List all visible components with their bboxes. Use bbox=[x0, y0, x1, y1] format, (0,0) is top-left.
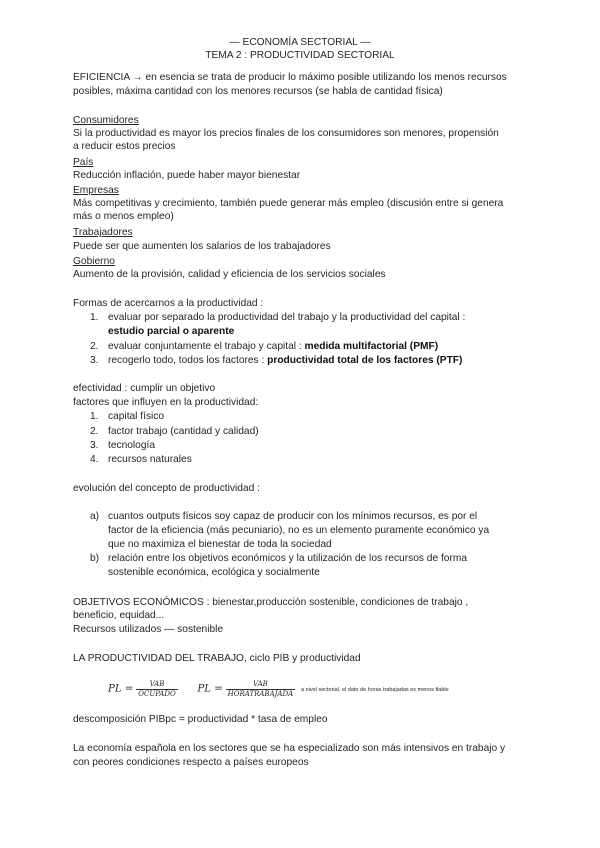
formula-2-denominator: HORATRABAJADA bbox=[227, 690, 294, 698]
formas-num-1: 1. bbox=[90, 312, 99, 323]
factor-item-4: recursos naturales bbox=[108, 454, 192, 465]
empresas-line-1: Más competitivas y crecimiento, también puede generar más empleo (discusión entre si genera bbox=[73, 198, 504, 209]
formas-item-1-text: evaluar por separado la productividad del trabajo y la productividad del capital : bbox=[108, 312, 466, 323]
conclusion-line-1: La economía española en los sectores que se ha especializado son más intensivos en trabajo y bbox=[73, 743, 506, 754]
consumidores-line-1: Si la productividad es mayor los precios finales de los consumidores son menores, propensión bbox=[73, 128, 499, 139]
evolucion-a-line-3: que no maximiza el bienestar de toda la sociedad bbox=[108, 539, 332, 550]
factor-num-2: 2. bbox=[90, 426, 99, 437]
heading-consumidores: Consumidores bbox=[73, 115, 139, 126]
formas-item-3 bbox=[108, 355, 528, 367]
efectividad-line: efectividad : cumplir un objetivo bbox=[73, 383, 216, 394]
consumidores-line-2: a reducir estos precios bbox=[73, 141, 176, 152]
factor-num-1: 1. bbox=[90, 411, 99, 422]
formula-note: a nivel sectorial, el dato de horas trabajadas es menos fiable bbox=[301, 686, 449, 693]
formula-1-denominator: OCUPADO bbox=[138, 690, 176, 698]
heading-empresas: Empresas bbox=[73, 185, 119, 196]
evolucion-intro: evolución del concepto de productividad : bbox=[73, 483, 260, 494]
formula-1-numerator: VAB bbox=[136, 680, 177, 690]
formula-1-fraction bbox=[136, 680, 177, 699]
formas-item-2-text: evaluar conjuntamente el trabajo y capital : bbox=[108, 341, 305, 352]
objetivos-line-2: beneficio, equidad... bbox=[73, 610, 165, 621]
formas-item-3-bold: productividad total de los factores (PTF) bbox=[267, 355, 463, 366]
document-subtitle: TEMA 2 : PRODUCTIVIDAD SECTORIAL bbox=[205, 50, 395, 61]
formas-num-3: 3. bbox=[90, 355, 99, 366]
evolucion-a-line-1: cuantos outputs físicos soy capaz de producir con los mínimos recursos, es por el bbox=[108, 511, 478, 522]
eficiencia-line-1: EFICIENCIA → en esencia se trata de producir lo máximo posible utilizando los menos recursos bbox=[73, 72, 507, 83]
factor-item-2: factor trabajo (cantidad y calidad) bbox=[108, 426, 259, 437]
formula-2-fraction bbox=[226, 680, 296, 699]
conclusion-line-2: con peores condiciones respecto a países europeos bbox=[73, 757, 309, 768]
trabajadores-line-1: Puede ser que aumenten los salarios de los trabajadores bbox=[73, 241, 331, 252]
evolucion-b-line-1: relación entre los objetivos económicos y la utilización de los recursos de forma bbox=[108, 553, 467, 564]
evolucion-b-line-2: sostenible económica, ecológica y socialmente bbox=[108, 567, 320, 578]
pais-line-1: Reducción inflación, puede haber mayor bienestar bbox=[73, 170, 301, 181]
document-title: — ECONOMÍA SECTORIAL — bbox=[229, 37, 371, 48]
evolucion-num-a: a) bbox=[90, 511, 100, 522]
factor-num-4: 4. bbox=[90, 454, 99, 465]
evolucion-num-b: b) bbox=[90, 553, 100, 564]
formas-intro: Formas de acercarnos a la productividad : bbox=[73, 298, 264, 309]
formas-num-2: 2. bbox=[90, 341, 99, 352]
objetivos-line-3: Recursos utilizados — sostenible bbox=[73, 624, 224, 635]
gobierno-line-1: Aumento de la provisión, calidad y eficiencia de los servicios sociales bbox=[73, 269, 386, 280]
formula-2-numerator: VAB bbox=[226, 680, 296, 690]
formula-row bbox=[108, 680, 449, 702]
factores-intro: factores que influyen en la productividad: bbox=[73, 397, 259, 408]
eficiencia-line-2: posibles, máxima cantidad con los menores recursos (se habla de cantidad física) bbox=[73, 86, 443, 97]
formula-1-lhs: PL = bbox=[108, 683, 134, 695]
formas-item-2 bbox=[108, 341, 528, 353]
descomposicion-line: descomposición PIBpc = productividad * tasa de empleo bbox=[73, 714, 328, 725]
empresas-line-2: más o menos empleo) bbox=[73, 211, 174, 222]
formula-2-lhs: PL = bbox=[197, 683, 223, 695]
heading-pais: País bbox=[73, 157, 94, 168]
objetivos-line-1: OBJETIVOS ECONÓMICOS : bienestar,producción sostenible, condiciones de trabajo , bbox=[73, 597, 469, 608]
heading-gobierno: Gobierno bbox=[73, 256, 115, 267]
formas-item-2-bold: medida multifactorial (PMF) bbox=[304, 341, 439, 352]
evolucion-a-line-2: factor de la eficiencia (más pecuniario), no es un elemento puramente económico ya bbox=[108, 525, 490, 536]
formas-item-3-text: recogerlo todo, todos los factores : bbox=[108, 355, 268, 366]
formas-item-1-bold: estudio parcial o aparente bbox=[108, 326, 235, 337]
trabajo-heading: LA PRODUCTIVIDAD DEL TRABAJO, ciclo PIB y productividad bbox=[73, 653, 361, 664]
formas-item-1 bbox=[108, 312, 528, 324]
heading-trabajadores: Trabajadores bbox=[73, 227, 133, 238]
factor-item-3: tecnología bbox=[108, 440, 156, 451]
factor-num-3: 3. bbox=[90, 440, 99, 451]
factor-item-1: capital físico bbox=[108, 411, 165, 422]
